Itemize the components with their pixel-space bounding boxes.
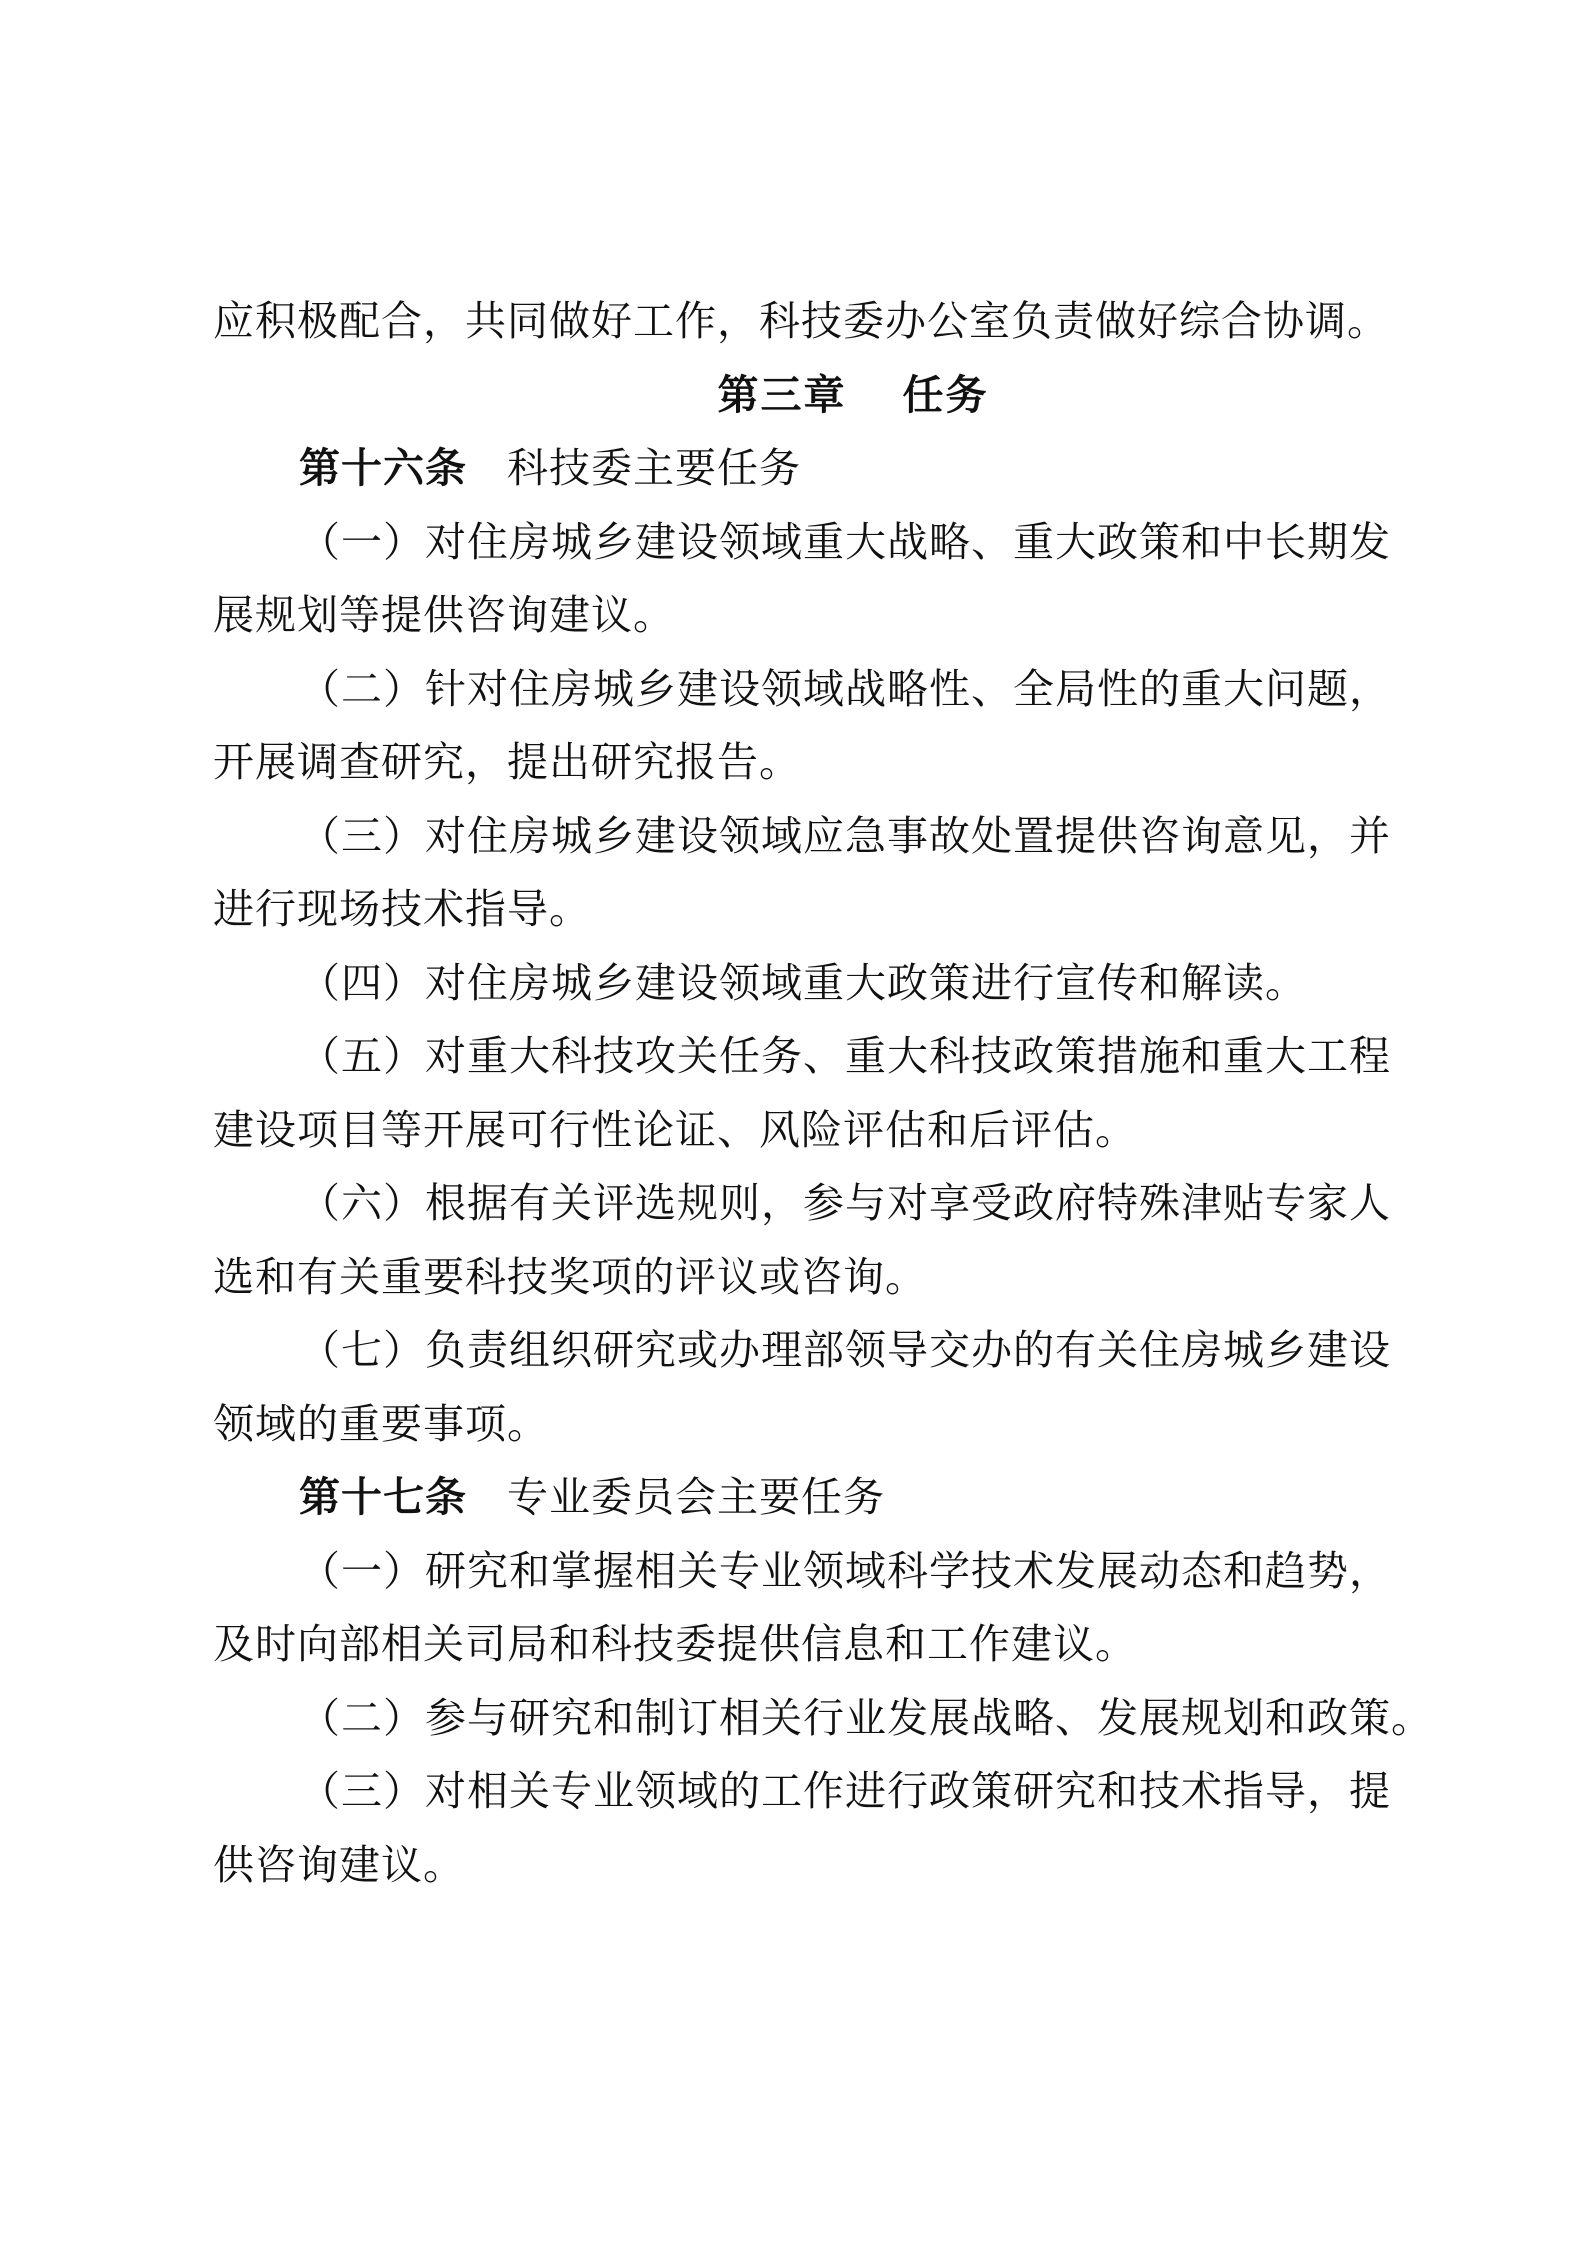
article-16-item-2-line-2: 开展调查研究，提出研究报告。: [213, 738, 801, 786]
article-16-item-1-line-2: 展规划等提供咨询建议。: [213, 591, 675, 639]
article-16-item-3-line-2: 进行现场技术指导。: [213, 885, 591, 933]
document-page: [213, 285, 1433, 1902]
article-17-heading: [213, 1461, 1383, 1535]
article-17-title: 专业委员会主要任务: [507, 1473, 885, 1521]
article-16-item-2-line-1: （二）针对住房城乡建设领域战略性、全局性的重大问题，: [299, 664, 1391, 713]
article-17-item-3-line-2: 供咨询建议。: [213, 1840, 465, 1889]
chapter-title: 任务: [902, 370, 989, 419]
article-16-title: 科技委主要任务: [507, 444, 801, 492]
paragraph-continuation: 应积极配合，共同做好工作，科技委办公室负责做好综合协调。: [213, 297, 1389, 345]
article-16-item-3-line-1: （三）对住房城乡建设领域应急事故处置提供咨询意见，并: [299, 811, 1391, 860]
article-16-item-6-line-2: 选和有关重要科技奖项的评议或咨询。: [213, 1252, 927, 1301]
article-17-item-3-line-1: （三）对相关专业领域的工作进行政策研究和技术指导，提: [299, 1767, 1391, 1815]
article-17-item-2: （二）参与研究和制订相关行业发展战略、发展规划和政策。: [299, 1693, 1433, 1742]
article-16-item-1-line-1: （一）对住房城乡建设领域重大战略、重大政策和中长期发: [299, 517, 1391, 566]
article-17-number: 第十七条: [299, 1473, 467, 1521]
article-17-item-1-line-2: 及时向部相关司局和科技委提供信息和工作建议。: [213, 1620, 1137, 1668]
article-16-number: 第十六条: [299, 444, 467, 492]
article-16-item-7-line-1: （七）负责组织研究或办理部领导交办的有关住房城乡建设: [299, 1326, 1391, 1374]
article-16-item-5-line-2: 建设项目等开展可行性论证、风险评估和后评估。: [213, 1105, 1137, 1154]
article-17-item-1-line-1: （一）研究和掌握相关专业领域科学技术发展动态和趋势，: [299, 1546, 1391, 1595]
article-16-item-6-line-1: （六）根据有关评选规则，参与对享受政府特殊津贴专家人: [299, 1179, 1391, 1227]
article-16-item-7-line-2: 领域的重要事项。: [213, 1399, 549, 1448]
article-16-heading: [213, 432, 1383, 506]
article-16-item-4: （四）对住房城乡建设领域重大政策进行宣传和解读。: [299, 958, 1307, 1007]
chapter-number: 第三章: [717, 370, 847, 419]
chapter-heading: [213, 359, 1383, 433]
article-16-item-5-line-1: （五）对重大科技攻关任务、重大科技政策措施和重大工程: [299, 1032, 1391, 1080]
